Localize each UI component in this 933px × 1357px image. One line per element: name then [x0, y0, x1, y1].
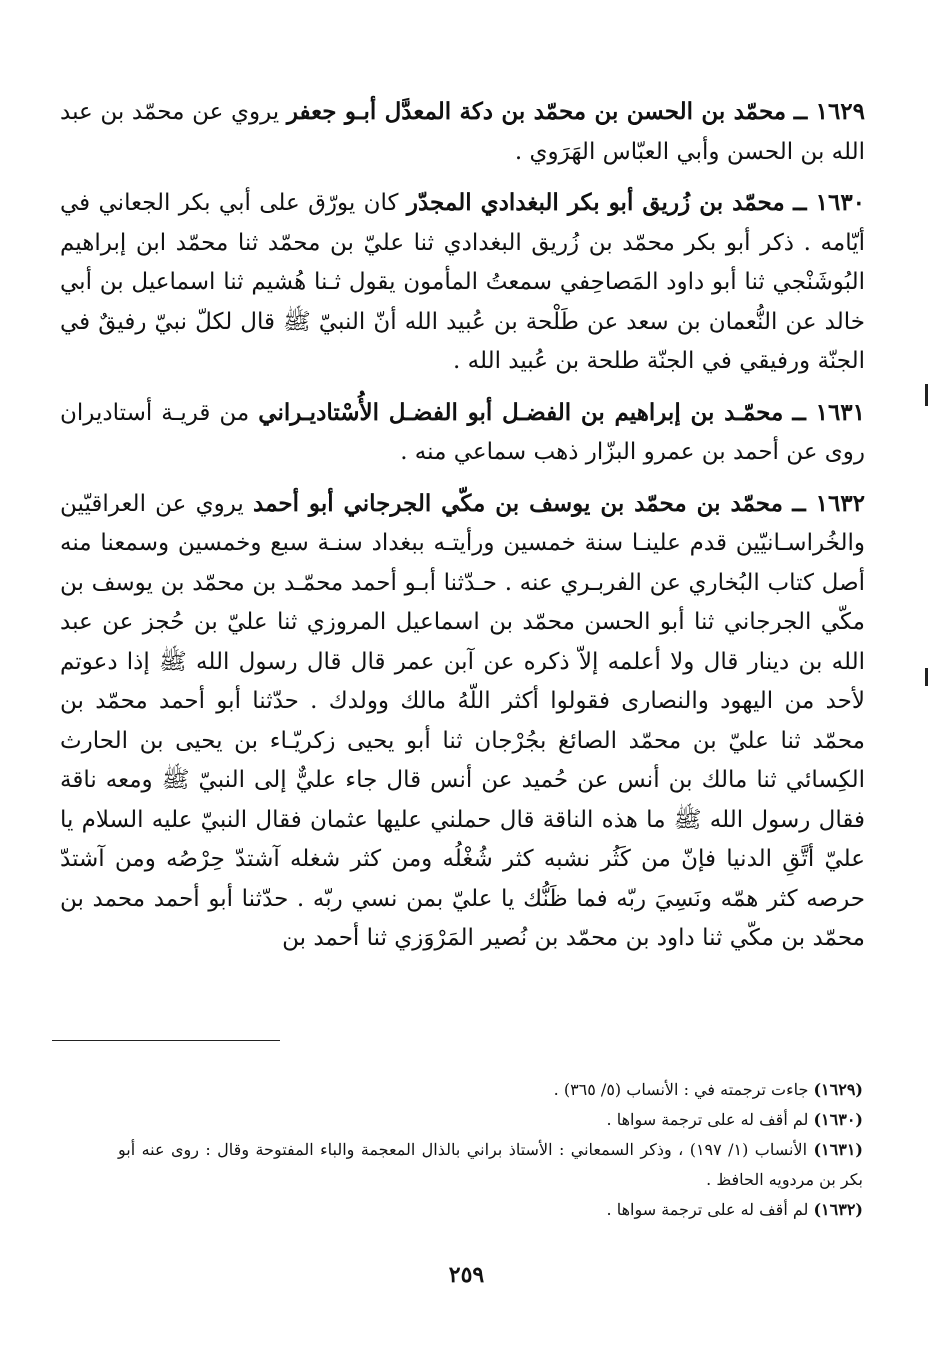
footnote-1630 — [118, 1105, 863, 1135]
footnote-number: (١٦٣١) — [813, 1140, 863, 1159]
footnote-text: لم أقف له على ترجمة سواها . — [606, 1110, 814, 1129]
footnote-number: (١٦٣٠) — [813, 1110, 863, 1129]
entry-heading: محمّد بن محمّد بن يوسف بن مكّي الجرجاني أبو أحمد — [253, 489, 783, 517]
footnote-1632 — [118, 1195, 863, 1225]
entry-number: ١٦٢٩ ــ — [793, 98, 866, 125]
footnote-text: الأنساب (١/ ١٩٧) ، وذكر السمعاني : الأستاذ براني بالذال المعجمة والباء المفتوحة وقال : روى عنه أبو بكر بن مردويه الحافظ . — [118, 1140, 863, 1189]
footnote-number: (١٦٢٩) — [813, 1080, 863, 1099]
entry-1630 — [60, 183, 865, 382]
footnote-text: جاءت ترجمته في : الأنساب (٥/ ٣٦٥) . — [553, 1080, 814, 1099]
entry-heading: محمّد بن زُريق أبو بكر البغدادي المجدّر — [406, 189, 785, 216]
entry-heading: محمّد بن الحسن بن محمّد بن دكة المعدَّل أبـو جعفر — [286, 98, 787, 125]
margin-mark — [925, 668, 928, 686]
footnote-text: لم أقف له على ترجمة سواها . — [606, 1200, 814, 1219]
footnote-1629 — [118, 1075, 863, 1105]
entry-1632 — [60, 484, 865, 959]
footnotes — [118, 1075, 863, 1225]
footnote-number: (١٦٣٢) — [813, 1200, 863, 1219]
page-number: ٢٥٩ — [448, 1262, 485, 1288]
entry-body: يروي عن العراقيّين والخُراسـانيّين قدم علينـا سنة خمسين ورأيتـه ببغداد سنـة سبع وخمسين وسمعنا منه أصل كتاب البُخاري عن الفربـري عنه . حـدّثنا أبـو أحمد محمّـد بن محمّد بن يوسف بن مكّي الجرجاني ثنا أبو الحسن محمّد بن اسماعيل المروزي ثنا عليّ بن حُجز عن عبد الله بن دينار قال ولا أعلمه إلاّ ذكره عن آبن عمر قال قال رسول الله ﷺ إذا دعوتم لأحد من اليهود والنصارى فقولوا أكثر اللّهُ مالك وولدك . حدّثنا أبو أحمد محمّد بن محمّد ثنا عليّ بن محمّد الصائغ بجُرْجان ثنا أبو يحيى زكريّـاء بن يحيى بن الحارث الكِسائي ثنا مالك بن أنس عن حُميد عن أنس قال جاء عليٌّ إلى النبيّ ﷺ ومعه ناقة فقال رسول الله ﷺ ما هذه الناقة قال حملني عليها عثمان فقال النبيّ عليه السلام يا عليّ أتَّقِ الدنيا فإنّ من كَثُر نشبه كثر شُغْلُه ومن كثر شغله آشتدّ حِرْصُه ومن آشتدّ حرصه كثر همّه ونَسِيَ ربّه فما ظَنُّك يا عليّ بمن نسي ربّه . حدّثنا أبو أحمد محمد بن محمّد بن مكّي ثنا داود بن محمّد بن نُصير المَرْوَزي ثنا أحمد بن — [60, 490, 865, 951]
entry-body: من قريـة أستاديران روى عن أحمد بن عمرو البزّار ذهب سماعي منه . — [60, 399, 865, 465]
entry-1631 — [60, 393, 865, 473]
entry-body: كان يورّق على أبي بكر الجعاني في أيّامه . ذكر أبو بكر محمّد بن زُريق البغدادي ثنا عليّ بن محمّد ثنا محمّد ابن إبراهيم البُوشَنْجي ثنا أبو داود المَصاحِفي سمعتُ المأمون يقول ثـنا هُشيم ثنا اسماعيل بن أبي خالد عن النُّعمان بن سعد عن طَلْحة بن عُبيد الله أنّ النبيّ ﷺ قال لكلّ نبيّ رفيقٌ في الجنّة ورفيقي في الجنّة طلحة بن عُبيد الله . — [60, 190, 865, 374]
entry-number: ١٦٣٠ ــ — [793, 189, 866, 216]
entry-body: يروي عن محمّد بن عبد الله بن الحسن وأبي العبّاس الهَرَوي . — [60, 99, 865, 165]
entry-number: ١٦٣١ ــ — [792, 398, 866, 426]
entry-1629 — [60, 92, 865, 172]
footnote-separator — [52, 1040, 280, 1041]
margin-mark — [925, 384, 928, 406]
entry-number: ١٦٣٢ ــ — [792, 489, 866, 517]
footnote-1631 — [118, 1135, 863, 1195]
entry-heading: محمّـد بن إبراهيم بن الفضـل أبو الفضـل الأُسْتاديـراني — [258, 398, 784, 426]
entries-list — [60, 92, 865, 970]
